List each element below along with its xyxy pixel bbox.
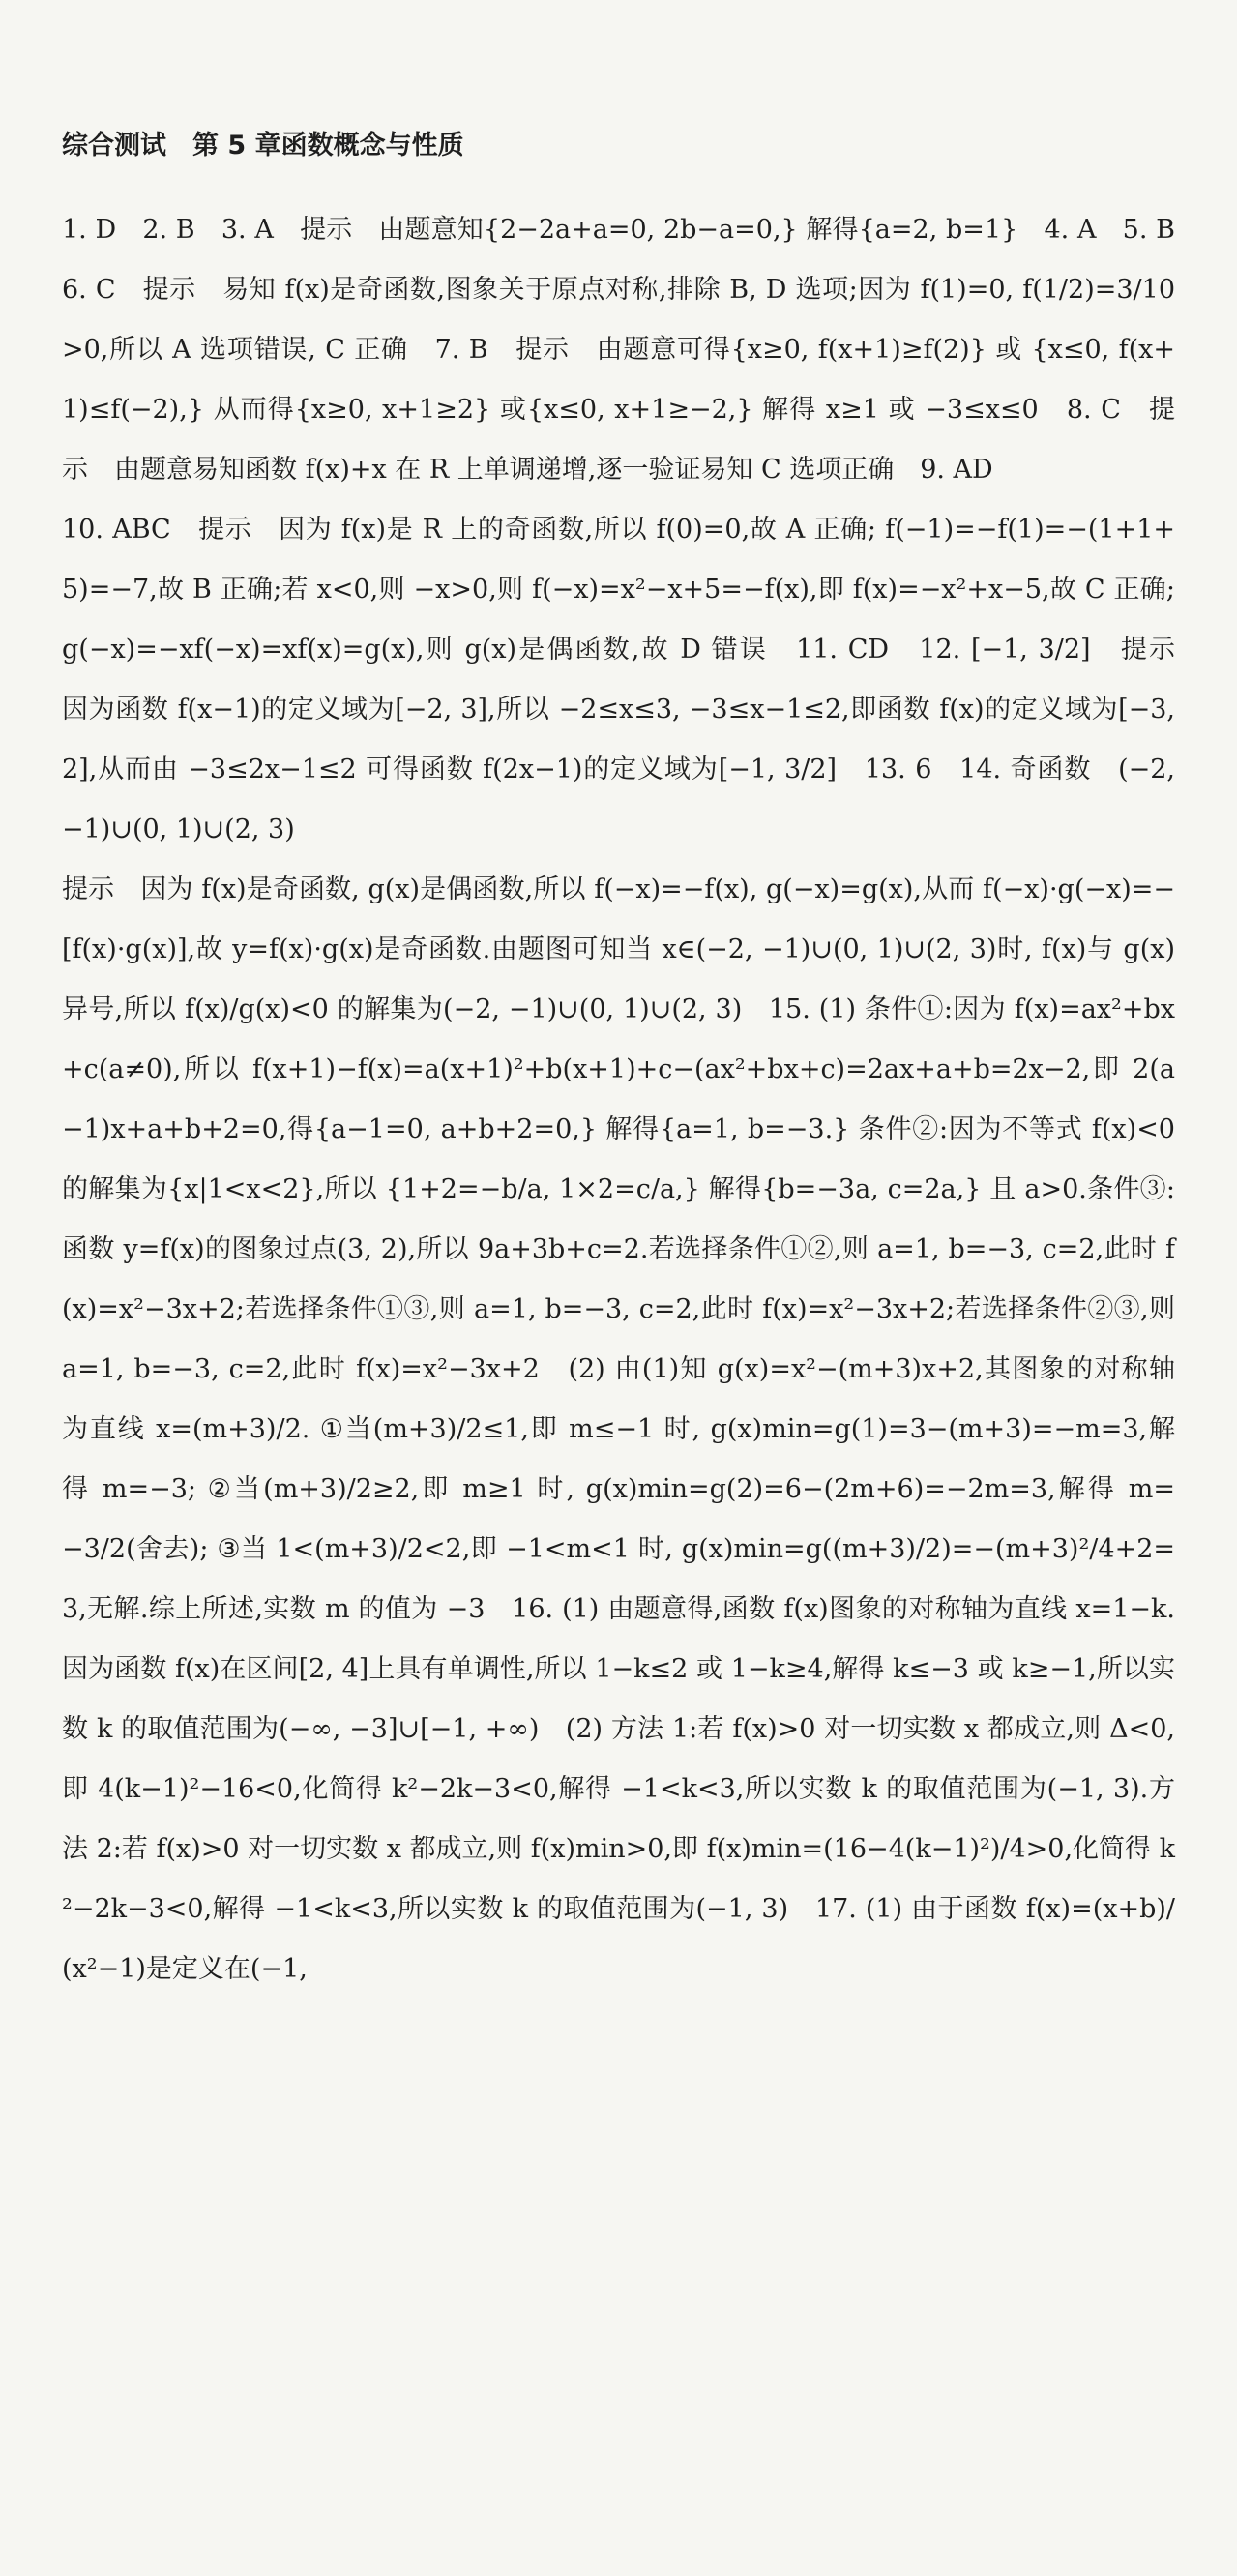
answer-paragraph-1: 1. D 2. B 3. A 提示 由题意知{2−2a+a=0, 2b−a=0,} 解得{a=2, b=1} 4. A 5. B 6. C 提示 易知 f(x)是奇函数,图象关于原点对称,排除 B, D 选项;因为 f(1)=0, f(1/2)=3/10>0,所以 A 选项错误, C 正确 7. B 提示 由题意可得{x≥0, f(x+1)≥f(2)} 或 {x≤0, f(x+1)≤f(−2),} 从而得{x≥0, x+1≥2} 或{x≤0, x+1≥−2,} 解得 x≥1 或 −3≤x≤0 8. C 提示 由题意易知函数 f(x)+x 在 R 上单调递增,逐一验证易知 C 选项正确 9. AD [62,215,1201,485]
answer-paragraph-2: 10. ABC 提示 因为 f(x)是 R 上的奇函数,所以 f(0)=0,故 A 正确; f(−1)=−f(1)=−(1+1+5)=−7,故 B 正确;若 x<0,则 −x>0,则 f(−x)=x²−x+5=−f(x),即 f(x)=−x²+x−5,故 C 正确; g(−x)=−xf(−x)=xf(x)=g(x),则 g(x)是偶函数,故 D 错误 11. CD 12. [−1, 3/2] 提示 因为函数 f(x−1)的定义域为[−2, 3],所以 −2≤x≤3, −3≤x−1≤2,即函数 f(x)的定义域为[−3, 2],从而由 −3≤2x−1≤2 可得函数 f(2x−1)的定义域为[−1, 3/2] 13. 6 14. 奇函数 (−2, −1)∪(0, 1)∪(2, 3) [62,515,1201,844]
answer-paragraph-3: 提示 因为 f(x)是奇函数, g(x)是偶函数,所以 f(−x)=−f(x), g(−x)=g(x),从而 f(−x)·g(−x)=−[f(x)·g(x)],故 y=f(x)·g(x)是奇函数.由题图可知当 x∈(−2, −1)∪(0, 1)∪(2, 3)时, f(x)与 g(x)异号,所以 f(x)/g(x)<0 的解集为(−2, −1)∪(0, 1)∪(2, 3) 15. (1) 条件①:因为 f(x)=ax²+bx+c(a≠0),所以 f(x+1)−f(x)=a(x+1)²+b(x+1)+c−(ax²+bx+c)=2ax+a+b=2x−2,即 2(a−1)x+a+b+2=0,得{a−1=0, a+b+2=0,} 解得{a=1, b=−3.} 条件②:因为不等式 f(x)<0 的解集为{x|1<x<2},所以 {1+2=−b/a, 1×2=c/a,} 解得{b=−3a, c=2a,} 且 a>0.条件③:函数 y=f(x)的图象过点(3, 2),所以 9a+3b+c=2.若选择条件①②,则 a=1, b=−3, c=2,此时 f(x)=x²−3x+2;若选择条件①③,则 a=1, b=−3, c=2,此时 f(x)=x²−3x+2;若选择条件②③,则 a=1, b=−3, c=2,此时 f(x)=x²−3x+2 (2) 由(1)知 g(x)=x²−(m+3)x+2,其图象的对称轴为直线 x=(m+3)/2. ①当(m+3)/2≤1,即 m≤−1 时, g(x)min=g(1)=3−(m+3)=−m=3,解得 m=−3; ②当(m+3)/2≥2,即 m≥1 时, g(x)min=g(2)=6−(2m+6)=−2m=3,解得 m=−3/2(舍去); ③当 1<(m+3)/2<2,即 −1<m<1 时, g(x)min=g((m+3)/2)=−(m+3)²/4+2=3,无解.综上所述,实数 m 的值为 −3 16. (1) 由题意得,函数 f(x)图象的对称轴为直线 x=1−k.因为函数 f(x)在区间[2, 4]上具有单调性,所以 1−k≤2 或 1−k≥4,解得 k≤−3 或 k≥−1,所以实数 k 的取值范围为(−∞, −3]∪[−1, +∞) (2) 方法 1:若 f(x)>0 对一切实数 x 都成立,则 Δ<0,即 4(k−1)²−16<0,化简得 k²−2k−3<0,解得 −1<k<3,所以实数 k 的取值范围为(−1, 3).方法 2:若 f(x)>0 对一切实数 x 都成立,则 f(x)min>0,即 f(x)min=(16−4(k−1)²)/4>0,化简得 k²−2k−3<0,解得 −1<k<3,所以实数 k 的取值范围为(−1, 3) 17. (1) 由于函数 f(x)=(x+b)/(x²−1)是定义在(−1, [62,874,1175,1984]
section-heading: 综合测试 第 5 章函数概念与性质 [62,131,464,161]
